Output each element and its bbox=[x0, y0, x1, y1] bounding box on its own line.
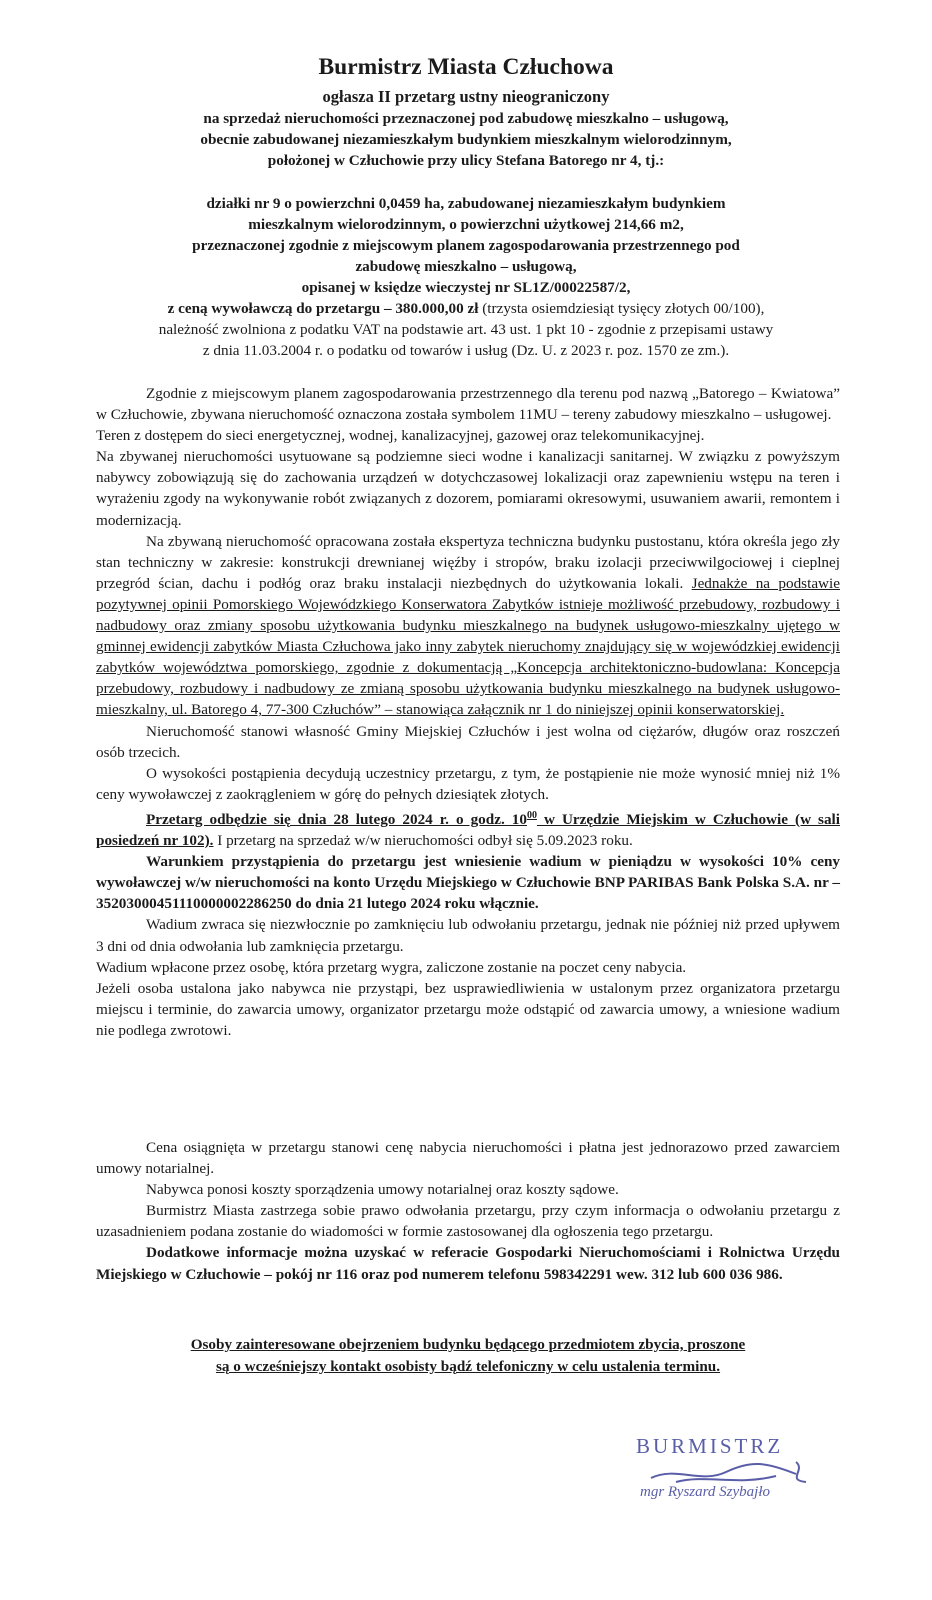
expertise-text: Na zbywaną nieruchomość opracowana została ekspertyza techniczna budynku pustostanu, która określa jego zły stan techniczny w zakresie: konstrukcji drewnianej więźby i stropów, braku izolacji przeciwwilgociowej i cieplnej przegród ścian, dachu i podłóg oraz braku instalacji niezbędnych do użytkowania lokali. bbox=[96, 532, 840, 592]
paragraph-deposit: Warunkiem przystąpienia do przetargu jest wniesienie wadium w pieniądzu w wysokości 10% ceny wywoławczej w/w nieruchomości na konto Urzędu Miejskiego w Człuchowie BNP PARIBAS Bank Polska S.A. nr – 35203000451110000002286250 do dnia 21 lutego 2024 roku włącznie. bbox=[96, 853, 840, 913]
parcel-description bbox=[90, 193, 842, 361]
auction-date-b: w Urzędzie Miejskim w Człuchowie (w sali posiedzeń nr 102). bbox=[96, 810, 840, 850]
paragraph-auction-date bbox=[96, 805, 840, 851]
auction-date-a: Przetarg odbędzie się dnia 28 lutego 2024 r. o godz. 10 bbox=[146, 810, 527, 828]
body-section-2 bbox=[96, 1137, 840, 1285]
auction-time-sup: 00 bbox=[526, 809, 537, 821]
viewing-note bbox=[96, 1334, 840, 1378]
header-line: na sprzedaż nieruchomości przeznaczonej pod zabudowę mieszkalno – usługową, bbox=[203, 110, 729, 127]
conservator-opinion-text: Jednakże na podstawie pozytywnej opinii Pomorskiego Wojewódzkiego Konserwatora Zabytków istnieje możliwość przebudowy, rozbudowy i nadbudowy oraz zmiany sposobu użytkowania budynku mieszkalnego na budynek usługowo-mieszkalny ujętego w gminnej ewidencji zabytków Miasta Człuchowa jako inny zabytek nieruchomy znajdujący się w wojewódzkiej ewidencji zabytków województwa pomorskiego, zgodnie z dokumentacją „Koncepcja architektoniczno-budowlana: Koncepcja przebudowy, rozbudowy i nadbudowy ze zmianą sposobu użytkowania budynku mieszkalnego na budynek usługowo-mieszkalny, ul. Batorego 4, 77-300 Człuchów” – stanowiąca załącznik nr 1 do niniejszej opinii konserwatorskiej. bbox=[96, 574, 840, 719]
paragraph-buyer-absence: Jeżeli osoba ustalona jako nabywca nie przystąpi, bez usprawiedliwienia w ustalonym przez organizatora przetargu miejscu i terminie, do zawarcia umowy, organizator przetargu może odstąpić od zawarcia umowy, a wniesione wadium nie podlega zwrotowi. bbox=[96, 979, 840, 1039]
paragraph-costs: Nabywca ponosi koszty sporządzenia umowy notarialnej oraz koszty sądowe. bbox=[146, 1181, 619, 1199]
parcel-line: opisanej w księdze wieczystej nr SL1Z/00022587/2, bbox=[301, 279, 631, 296]
price-line bbox=[90, 298, 842, 319]
stamp-name: mgr Ryszard Szybajło bbox=[640, 1484, 771, 1500]
price-bold: z ceną wywoławczą do przetargu – 380.000,00 zł bbox=[167, 300, 479, 317]
paragraph-contact: Dodatkowe informacje można uzyskać w referacie Gospodarki Nieruchomościami i Rolnictwa Urzędu Miejskiego w Człuchowie – pokój nr 116 oraz pod numerem telefonu 598342291 wew. 312 lub 600 036 986. bbox=[96, 1244, 840, 1283]
paragraph-price: Cena osiągnięta w przetargu stanowi cenę nabycia nieruchomości i płatna jest jednorazowo przed zawarciem umowy notarialnej. bbox=[96, 1139, 840, 1178]
header-line: położonej w Człuchowie przy ulicy Stefana Batorego nr 4, tj.: bbox=[267, 152, 665, 169]
paragraph-cancellation: Burmistrz Miasta zastrzega sobie prawo odwołania przetargu, przy czym informacja o odwołaniu przetargu z uzasadnieniem podana zostanie do wiadomości w formie zastosowanej dla ogłoszenia tego przetargu. bbox=[96, 1202, 840, 1241]
paragraph-utilities: Teren z dostępem do sieci energetycznej, wodnej, kanalizacyjnej, gazowej oraz telekomunikacyjnej. bbox=[96, 427, 705, 445]
price-rest: (trzysta osiemdziesiąt tysięcy złotych 00/100), bbox=[478, 300, 765, 317]
paragraph-deposit-credit: Wadium wpłacone przez osobę, która przetarg wygra, zaliczone zostanie na poczet ceny nabycia. bbox=[96, 958, 687, 976]
viewing-note-line: Osoby zainteresowane obejrzeniem budynku będącego przedmiotem zbycia, proszone bbox=[190, 1336, 746, 1353]
announcement-header bbox=[90, 86, 842, 171]
parcel-line: zabudowę mieszkalno – usługową, bbox=[355, 258, 577, 275]
vat-line: z dnia 11.03.2004 r. o podatku od towarów i usług (Dz. U. z 2023 r. poz. 1570 ze zm.). bbox=[202, 342, 730, 359]
announcement-subtitle: ogłasza II przetarg ustny nieograniczony bbox=[322, 87, 610, 106]
vat-line: należność zwolniona z podatku VAT na podstawie art. 43 ust. 1 pkt 10 - zgodnie z przepisami ustawy bbox=[158, 321, 774, 338]
body-section-1 bbox=[96, 383, 840, 1041]
paragraph-deposit-return: Wadium zwraca się niezwłocznie po zamknięciu lub odwołaniu przetargu, jednak nie później niż przed upływem 3 dni od dnia odwołania lub zamknięcia przetargu. bbox=[96, 916, 840, 955]
header-line: obecnie zabudowanej niezamieszkałym budynkiem mieszkalnym wielorodzinnym, bbox=[200, 131, 732, 148]
auction-date-rest: I przetarg na sprzedaż w/w nieruchomości odbył się 5.09.2023 roku. bbox=[213, 832, 633, 850]
paragraph-networks: Na zbywanej nieruchomości usytuowane są podziemne sieci wodne i kanalizacji sanitarnej. W związku z powyższym nabywcy zobowiązują się do zachowania urządzeń w dotychczasowej lokalizacji oraz zapewnieniu wstępu na teren i wyrażeniu zgody na wykonywanie robót związanych z dozorem, pomiarami okresowymi, usuwaniem awarii, remontem i modernizacją. bbox=[96, 448, 840, 529]
document-title: Burmistrz Miasta Człuchowa bbox=[318, 54, 614, 80]
paragraph-expertise bbox=[96, 531, 840, 721]
paragraph-ownership: Nieruchomość stanowi własność Gminy Miejskiej Człuchów i jest wolna od ciężarów, długów oraz roszczeń osób trzecich. bbox=[96, 722, 840, 761]
parcel-line: przeznaczonej zgodnie z miejscowym planem zagospodarowania przestrzennego pod bbox=[192, 237, 740, 254]
mayor-stamp bbox=[626, 1432, 816, 1512]
paragraph-bid-increment: O wysokości postąpienia decydują uczestnicy przetargu, z tym, że postąpienie nie może wynosić mniej niż 1% ceny wywoławczej z zaokrągleniem w górę do pełnych dziesiątek złotych. bbox=[96, 764, 840, 803]
parcel-line: działki nr 9 o powierzchni 0,0459 ha, zabudowanej niezamieszkałym budynkiem bbox=[206, 195, 726, 212]
parcel-line: mieszkalnym wielorodzinnym, o powierzchni użytkowej 214,66 m2, bbox=[248, 216, 684, 233]
stamp-title: BURMISTRZ bbox=[636, 1434, 784, 1458]
paragraph-plan: Zgodnie z miejscowym planem zagospodarowania przestrzennego dla terenu pod nazwą „Batorego – Kwiatowa” w Człuchowie, zbywana nieruchomość oznaczona została symbolem 11MU – tereny zabudowy mieszkalno – usługowej. bbox=[96, 385, 840, 424]
viewing-note-line: są o wcześniejszy kontakt osobisty bądź telefoniczny w celu ustalenia terminu. bbox=[215, 1358, 721, 1375]
